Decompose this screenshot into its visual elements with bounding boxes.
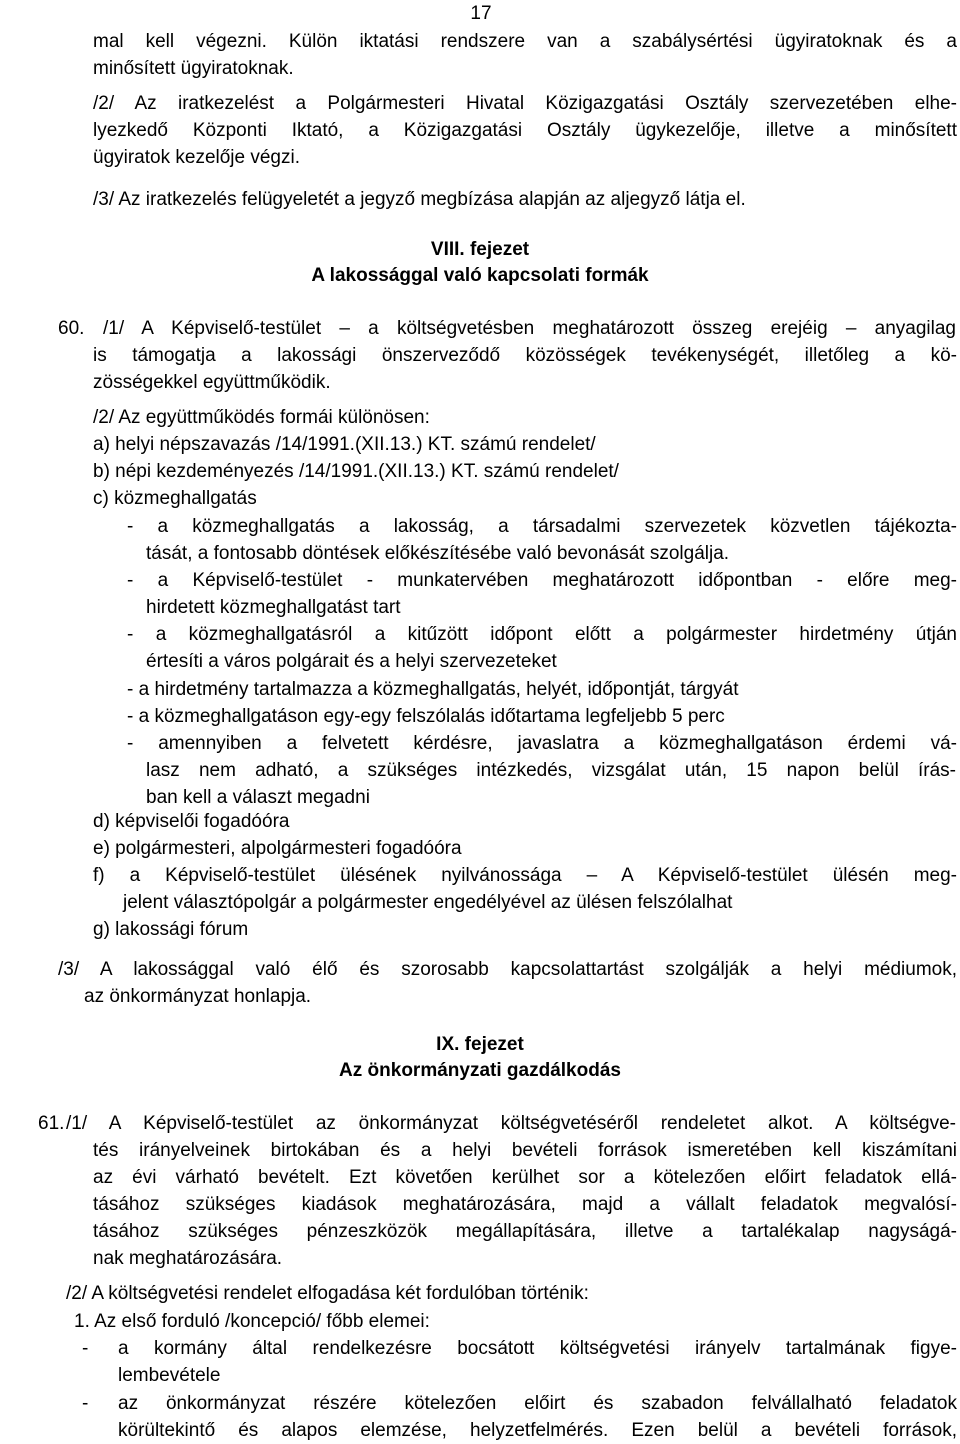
list-item-a bbox=[93, 431, 596, 458]
text-line: tásához szükséges pénzeszközök megállapítására, illetve a tartalékalap nagyságá- bbox=[93, 1221, 957, 1242]
section-61-paragraph-1-cont bbox=[93, 1137, 957, 1272]
text-line: tés irányelveinek birtokában és a helyi bevételi források ismeretében kell kiszámítani bbox=[93, 1140, 957, 1161]
text-line: lembevétele bbox=[118, 1365, 221, 1386]
sub-item-c4 bbox=[127, 676, 739, 703]
text-line: körültekintő és alapos elemzése, helyzetfelmérés. Ezen belül a bevételi források, bbox=[118, 1420, 957, 1441]
text-line: az évi várható bevételt. Ezt követően kerülhet sor a kötelezően előirt feladatok ellá- bbox=[93, 1167, 957, 1188]
list-item-d bbox=[93, 808, 289, 835]
text-line: a kormány által rendelkezésre bocsátott költségvetési irányelv tartalmának figye- bbox=[118, 1338, 957, 1359]
text-line: az önkormányzat honlapja. bbox=[84, 986, 312, 1007]
text-line: - a közmeghallgatáson egy-egy felszólalás időtartama legfeljebb 5 perc bbox=[127, 706, 725, 727]
list-item-g bbox=[93, 916, 248, 943]
section-number: 60. bbox=[58, 318, 85, 339]
text-line: /2/ Az együttműködés formái különösen: bbox=[93, 407, 430, 428]
text-line: jelent választópolgár a polgármester engedélyével az ülésen felszólalhat bbox=[123, 892, 733, 913]
text-line: c) közmeghallgatás bbox=[93, 488, 257, 509]
dash-item-1 bbox=[118, 1335, 957, 1389]
section-60-paragraph-1-cont bbox=[93, 342, 957, 396]
section-60-paragraph-3 bbox=[58, 956, 957, 983]
text-line: /3/ A lakossággal való élő és szorosabb kapcsolattartást szolgálják a helyi médiumok, bbox=[58, 959, 957, 980]
text-line: lasz nem adható, a szükséges intézkedés, vizsgálat után, 15 napon belül írás- bbox=[146, 760, 956, 781]
text-line: - amennyiben a felvetett kérdésre, javaslatra a közmeghallgatáson érdemi vá- bbox=[127, 733, 957, 754]
sub-item-c1-cont bbox=[146, 540, 956, 567]
sub-item-c3-cont bbox=[146, 648, 557, 675]
section-61-paragraph-2 bbox=[66, 1280, 589, 1307]
text-line: tását, a fontosabb döntések előkészítésébe való bevonását szolgálja. bbox=[146, 543, 730, 564]
text-line: - a Képviselő-testület - munkatervében meghatározott időpontban - előre meg- bbox=[127, 570, 957, 591]
sub-item-c2-cont bbox=[146, 594, 401, 621]
text-line: d) képviselői fogadóóra bbox=[93, 811, 290, 832]
text-line: az önkormányzat részére kötelezően előirt és szabadon felvállalható feladatok bbox=[118, 1393, 957, 1414]
paragraph-2 bbox=[93, 90, 957, 171]
page-number: 17 bbox=[470, 3, 492, 24]
text-line: lyezkedő Központi Iktató, a Közigazgatási Osztály ügykezelője, illetve a minősített bbox=[93, 120, 957, 141]
section-60-paragraph-2 bbox=[93, 404, 957, 431]
paragraph-3 bbox=[93, 186, 957, 213]
text-line: a) helyi népszavazás /14/1991.(XII.13.) KT. számú rendelet/ bbox=[93, 434, 596, 455]
chapter-title: Az önkormányzati gazdálkodás bbox=[339, 1060, 621, 1081]
section-60-paragraph-3-cont bbox=[84, 983, 311, 1010]
text-line: /1/ A Képviselő-testület az önkormányzat költségvetéséről rendeletet alkot. A költségve- bbox=[66, 1113, 956, 1134]
numbered-item-1 bbox=[74, 1308, 430, 1335]
text-line: /2/ Az iratkezelést a Polgármesteri Hivatal Közigazgatási Osztály szervezetében elhe- bbox=[93, 93, 957, 114]
text-line: nak meghatározására. bbox=[93, 1248, 283, 1269]
list-item-f-cont bbox=[123, 889, 732, 916]
dash-marker: - bbox=[82, 1393, 89, 1414]
text-line: ban kell a választ megadni bbox=[146, 787, 370, 808]
text-line: hirdetett közmeghallgatást tart bbox=[146, 597, 401, 618]
dash-marker: - bbox=[82, 1338, 89, 1359]
text-line: értesíti a város polgárait és a helyi szervezeteket bbox=[146, 651, 557, 672]
text-line: ügyiratok kezelője végzi. bbox=[93, 147, 300, 168]
list-item-f bbox=[93, 862, 957, 889]
text-line: - a hirdetmény tartalmazza a közmeghallgatás, helyét, időpontját, tárgyát bbox=[127, 679, 739, 700]
text-line: - a közmeghallgatásról a kitűzött időpont előtt a polgármester hirdetmény útján bbox=[127, 624, 957, 645]
text-line: 1. Az első forduló /koncepció/ főbb elemei: bbox=[74, 1311, 430, 1332]
text-line: is támogatja a lakossági önszerveződő közösségek tevékenységét, illetőleg a kö- bbox=[93, 345, 957, 366]
text-line: e) polgármesteri, alpolgármesteri fogadóóra bbox=[93, 838, 462, 859]
text-line: /1/ A Képviselő-testület – a költségvetésben meghatározott összeg erejéig – anyagilag bbox=[103, 318, 956, 339]
dash-item-2 bbox=[118, 1390, 957, 1444]
section-60-paragraph-1 bbox=[103, 315, 956, 342]
text-line: g) lakossági fórum bbox=[93, 919, 249, 940]
text-line: /2/ A költségvetési rendelet elfogadása két fordulóban történik: bbox=[66, 1283, 589, 1304]
chapter-number: IX. fejezet bbox=[436, 1034, 524, 1055]
section-61-paragraph-1 bbox=[66, 1110, 956, 1137]
chapter-title: A lakossággal való kapcsolati formák bbox=[311, 265, 649, 286]
text-line: zösségekkel együttműködik. bbox=[93, 372, 331, 393]
text-line: - a közmeghallgatás a lakosság, a társadalmi szervezetek közvetlen tájékozta- bbox=[127, 516, 957, 537]
sub-item-c5 bbox=[127, 703, 725, 730]
sub-item-c1 bbox=[127, 513, 957, 540]
list-item-e bbox=[93, 835, 462, 862]
text-line: f) a Képviselő-testület ülésének nyilvánossága – A Képviselő-testület ülésén meg- bbox=[93, 865, 957, 886]
text-line: b) népi kezdeményezés /14/1991.(XII.13.) KT. számú rendelet/ bbox=[93, 461, 619, 482]
text-line: mal kell végezni. Külön iktatási rendszere van a szabálysértési ügyiratoknak és a bbox=[93, 31, 957, 52]
text-line: minősített ügyiratoknak. bbox=[93, 58, 294, 79]
section-number: 61. bbox=[38, 1113, 65, 1134]
continuation-paragraph bbox=[93, 28, 957, 82]
sub-item-c2 bbox=[127, 567, 957, 594]
text-line: /3/ Az iratkezelés felügyeletét a jegyző megbízása alapján az aljegyző látja el. bbox=[93, 189, 746, 210]
list-item-c bbox=[93, 485, 257, 512]
sub-item-c6 bbox=[127, 730, 957, 757]
list-item-b bbox=[93, 458, 619, 485]
sub-item-c6-cont bbox=[146, 757, 956, 811]
sub-item-c3 bbox=[127, 621, 957, 648]
text-line: tásához szükséges kiadások meghatározására, majd a vállalt feladatok megvalósí- bbox=[93, 1194, 957, 1215]
chapter-number: VIII. fejezet bbox=[430, 239, 530, 260]
